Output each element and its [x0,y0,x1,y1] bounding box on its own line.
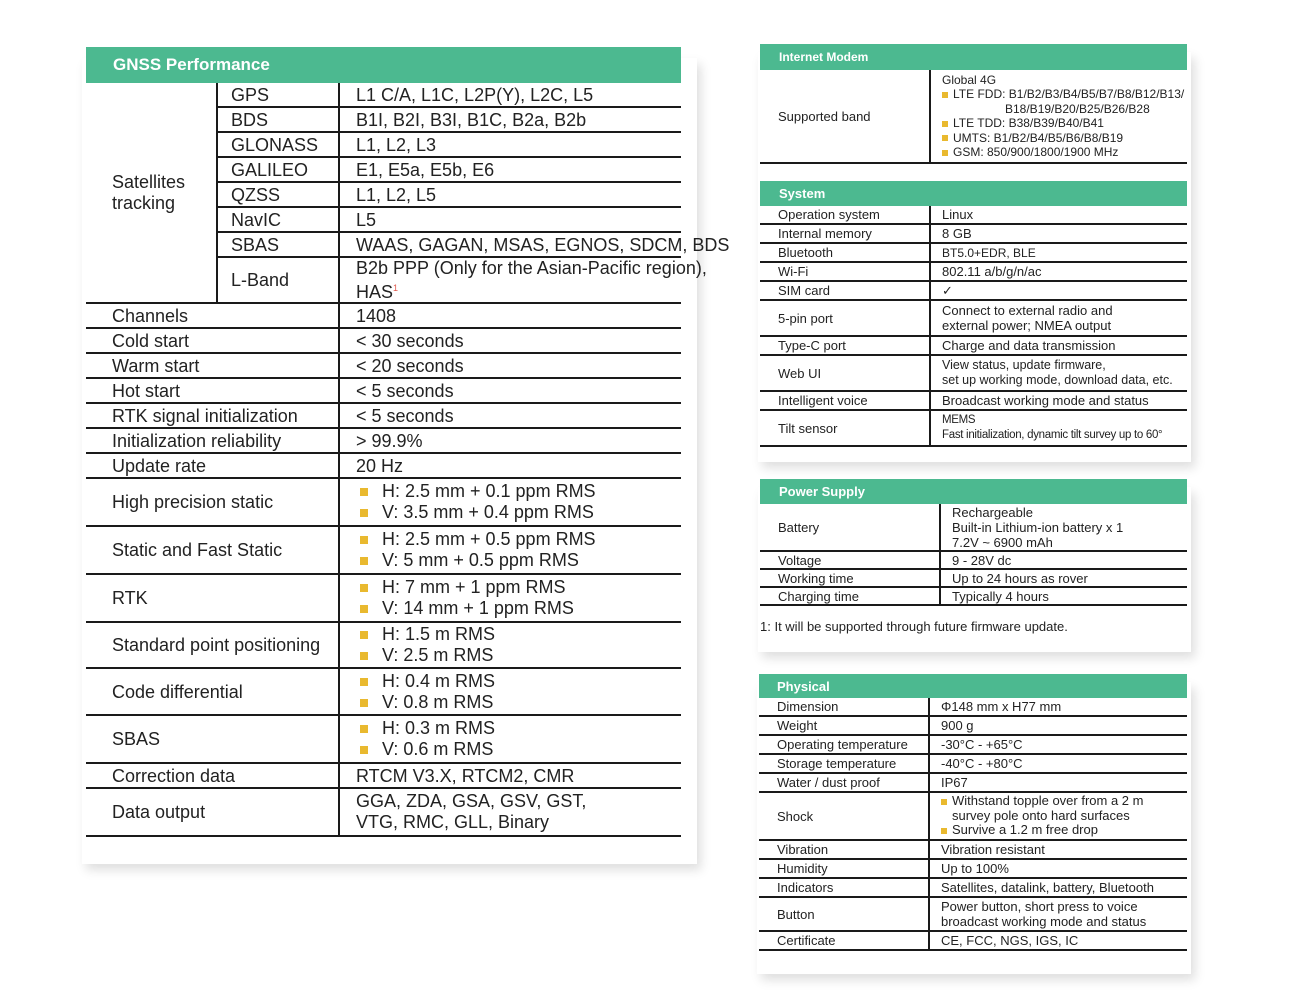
accuracy-value [339,574,681,622]
row-label: Correction data [86,763,339,788]
bullet-icon [942,150,948,156]
row-value: 900 g [929,716,1187,735]
value-line: 7.2V ~ 6900 mAh [952,534,1053,550]
table-row [86,622,681,668]
row-value: 1408 [339,303,681,328]
row-label: Type-C port [760,336,930,355]
value-line: MEMS [942,414,976,426]
row-value: > 99.9% [339,428,681,453]
gnss-performance-title: GNSS Performance [113,55,270,74]
lte-tdd-bands: LTE TDD: B38/B39/B40/B41 [953,116,1104,130]
table-row [760,206,1187,224]
satellite-signal-value: L5 [339,207,681,232]
row-label: Voltage [760,551,940,569]
row-label: Hot start [86,378,339,403]
row-label: Wi-Fi [760,262,930,281]
satellite-signal-value: L1, L2, L5 [339,182,681,207]
data-output-line1: GGA, ZDA, GSA, GSV, GST, [356,791,587,811]
table-row [86,668,681,715]
supported-band-label: Supported band [760,70,930,163]
umts-bands: UMTS: B1/B2/B4/B5/B6/B8/B19 [953,130,1124,145]
bullet-icon [942,92,948,98]
row-label: RTK [86,574,339,622]
table-row [759,878,1187,897]
row-label: Tilt sensor [760,410,930,446]
internet-modem-header [760,44,1187,70]
horizontal-accuracy: H: 7 mm + 1 ppm RMS [382,577,566,597]
global-4g-heading: Global 4G [942,72,997,87]
value-line: broadcast working mode and status [941,914,1147,929]
row-value: RTCM V3.X, RTCM2, CMR [339,763,681,788]
row-label: 5-pin port [760,300,930,336]
row-label: Intelligent voice [760,391,930,410]
row-value: ✓ [930,281,1187,300]
row-label: High precision static [86,478,339,526]
bullet-icon [360,536,368,544]
vertical-accuracy: V: 2.5 m RMS [382,645,494,665]
bullet-icon [360,725,368,733]
satellite-signal-value: E1, E5a, E5b, E6 [339,157,681,182]
internet-modem-table [760,70,1187,164]
value-line: Survive a 1.2 m free drop [952,822,1098,838]
internet-modem-title: Internet Modem [779,50,869,64]
supported-band-value [930,70,1187,163]
table-row [760,300,1187,336]
row-value [930,300,1187,336]
accuracy-value [339,668,681,715]
satellite-system-name: BDS [217,107,339,132]
bullet-icon [360,678,368,686]
row-value: 9 - 28V dc [940,551,1187,569]
bullet-icon [360,488,368,496]
table-row [86,378,681,403]
row-label: Operation system [760,206,930,224]
row-value: Satellites, datalink, battery, Bluetooth [929,878,1187,897]
row-label: Update rate [86,453,339,478]
table-row [760,410,1187,446]
value-line: survey pole onto hard surfaces [952,807,1130,823]
system-title: System [779,186,826,201]
table-row [759,716,1187,735]
value-line: Connect to external radio and [942,303,1113,318]
physical-header [759,674,1187,698]
row-label: Static and Fast Static [86,526,339,574]
row-value: 8 GB [930,224,1187,243]
row-label: Web UI [760,355,930,391]
row-value [339,788,681,836]
power-supply-header [760,479,1187,504]
row-label: Weight [759,716,929,735]
satellite-system-name: GALILEO [217,157,339,182]
power-supply-title: Power Supply [779,484,865,499]
table-row [760,355,1187,391]
vertical-accuracy: V: 5 mm + 0.5 ppm RMS [382,550,579,570]
bullet-icon [942,121,948,127]
table-row [86,303,681,328]
footnote-mark: 1 [393,283,399,293]
row-value [940,504,1187,551]
table-row [759,859,1187,878]
vertical-accuracy: V: 0.6 m RMS [382,739,494,759]
value-line: external power; NMEA output [942,318,1112,333]
vertical-accuracy: V: 14 mm + 1 ppm RMS [382,598,574,618]
row-value [930,355,1187,391]
horizontal-accuracy: H: 1.5 m RMS [382,624,496,644]
bullet-icon [360,509,368,517]
row-label: RTK signal initialization [86,403,339,428]
lte-fdd-bands: LTE FDD: B1/B2/B3/B4/B5/B7/B8/B12/B13/ [953,87,1185,101]
satellite-system-name: QZSS [217,182,339,207]
row-label: Charging time [760,587,940,605]
bullet-icon [360,557,368,565]
satellite-signal-value [339,257,707,303]
row-value: 20 Hz [339,453,681,478]
l-band-value-line1: B2b PPP (Only for the Asian-Pacific region), [356,258,707,278]
bullet-icon [360,699,368,707]
bullet-icon [360,746,368,754]
row-value: < 20 seconds [339,353,681,378]
table-row [760,70,1187,163]
physical-title: Physical [777,678,830,694]
row-label: Water / dust proof [759,773,929,792]
satellite-signal-value: L1, L2, L3 [339,132,681,157]
value-line: Rechargeable [952,504,1033,520]
bullet-icon [360,605,368,613]
system-header [760,181,1187,206]
row-value: < 5 seconds [339,403,681,428]
satellite-signal-value: WAAS, GAGAN, MSAS, EGNOS, SDCM, BDS [339,232,681,257]
row-label: Bluetooth [760,243,930,262]
satellite-system-name: SBAS [217,232,339,257]
row-value: 802.11 a/b/g/n/ac [930,262,1187,281]
table-row [759,931,1187,950]
row-label: Vibration [759,840,929,859]
row-label: Initialization reliability [86,428,339,453]
table-row [86,83,681,107]
table-row [760,281,1187,300]
row-value: IP67 [929,773,1187,792]
table-row [86,328,681,353]
row-label: Channels [86,303,339,328]
row-label: Shock [759,792,929,840]
vertical-accuracy: V: 0.8 m RMS [382,691,494,712]
row-value: CE, FCC, NGS, IGS, IC [929,931,1187,950]
row-label: Standard point positioning [86,622,339,668]
horizontal-accuracy: H: 2.5 mm + 0.1 ppm RMS [382,481,596,501]
l-band-value-line2: HAS [356,282,394,302]
row-value: < 30 seconds [339,328,681,353]
row-label: Cold start [86,328,339,353]
row-value: Φ148 mm x H77 mm [929,698,1187,716]
table-row [86,788,681,836]
table-row [760,243,1187,262]
bullet-icon [360,631,368,639]
horizontal-accuracy: H: 2.5 mm + 0.5 ppm RMS [382,529,596,549]
accuracy-value [339,622,681,668]
table-row [760,569,1187,587]
bullet-icon [941,828,947,834]
table-row [759,773,1187,792]
satellite-signal-value: L1 C/A, L1C, L2P(Y), L2C, L5 [339,83,681,107]
value-line: Fast initialization, dynamic tilt survey up to 60° [942,429,1163,441]
accuracy-value [339,715,681,763]
bullet-icon [360,652,368,660]
row-label: SBAS [86,715,339,763]
bullet-icon [360,584,368,592]
table-row [760,391,1187,410]
row-label: Working time [760,569,940,587]
row-label: Battery [760,504,940,551]
satellite-system-name: GPS [217,83,339,107]
row-label: Storage temperature [759,754,929,773]
row-value: Vibration resistant [929,840,1187,859]
row-value: Charge and data transmission [930,336,1187,355]
accuracy-value [339,526,681,574]
row-value: Typically 4 hours [940,587,1187,605]
table-row [759,698,1187,716]
table-row [760,224,1187,243]
physical-table [759,698,1187,951]
row-value: Linux [930,206,1187,224]
row-label: Data output [86,788,339,836]
row-value: < 5 seconds [339,378,681,403]
row-label: Button [759,897,929,931]
horizontal-accuracy: H: 0.3 m RMS [382,718,496,738]
satellite-system-name: GLONASS [217,132,339,157]
table-row [759,840,1187,859]
accuracy-value [339,478,681,526]
row-label: Indicators [759,878,929,897]
row-label: Operating temperature [759,735,929,754]
row-value: Broadcast working mode and status [930,391,1187,410]
row-value: -40°C - +80°C [929,754,1187,773]
table-row [86,453,681,478]
table-row [86,478,681,526]
bullet-icon [942,135,948,141]
lte-fdd-bands-cont: B18/B19/B20/B25/B26/B28 [1005,101,1150,116]
satellite-system-name: L-Band [217,257,339,303]
row-value: Up to 100% [929,859,1187,878]
table-row [759,735,1187,754]
table-row [760,262,1187,281]
data-output-line2: VTG, RMC, GLL, Binary [356,812,550,832]
table-row [86,353,681,378]
table-row [759,897,1187,931]
row-value: -30°C - +65°C [929,735,1187,754]
row-label: Warm start [86,353,339,378]
row-label: Certificate [759,931,929,950]
row-label: Humidity [759,859,929,878]
table-row [760,587,1187,605]
row-value [930,410,1187,446]
satellites-tracking-label: Satellites tracking [86,83,217,303]
gsm-bands: GSM: 850/900/1800/1900 MHz [953,145,1119,159]
value-line: Withstand topple over from a 2 m [952,793,1144,809]
row-label: Internal memory [760,224,930,243]
table-row [86,526,681,574]
vertical-accuracy: V: 3.5 mm + 0.4 ppm RMS [382,502,594,522]
value-line: set up working mode, download data, etc. [942,373,1173,387]
table-row [760,336,1187,355]
value-line: Built-in Lithium-ion battery x 1 [952,519,1124,535]
table-row [86,403,681,428]
table-row [86,763,681,788]
table-row [86,428,681,453]
firmware-footnote: 1: It will be supported through future firmware update. [760,619,1068,634]
gnss-performance-table [86,83,730,837]
row-label: SIM card [760,281,930,300]
table-row [759,792,1187,840]
power-supply-table [760,504,1187,606]
satellite-system-name: NavIC [217,207,339,232]
table-row [759,754,1187,773]
row-value: BT5.0+EDR, BLE [930,243,1187,262]
value-line: Power button, short press to voice [941,899,1138,914]
table-row [86,574,681,622]
system-table [760,206,1187,447]
row-value [929,792,1187,840]
row-value: Up to 24 hours as rover [940,569,1187,587]
table-row [760,551,1187,569]
row-label: Dimension [759,698,929,716]
satellite-signal-value: B1I, B2I, B3I, B1C, B2a, B2b [339,107,681,132]
table-row [86,715,681,763]
row-value [929,897,1187,931]
gnss-performance-header [86,47,681,83]
value-line: View status, update firmware, [942,358,1106,372]
bullet-icon [941,799,947,805]
table-row [760,504,1187,551]
horizontal-accuracy: H: 0.4 m RMS [382,670,496,691]
row-label: Code differential [86,668,339,715]
